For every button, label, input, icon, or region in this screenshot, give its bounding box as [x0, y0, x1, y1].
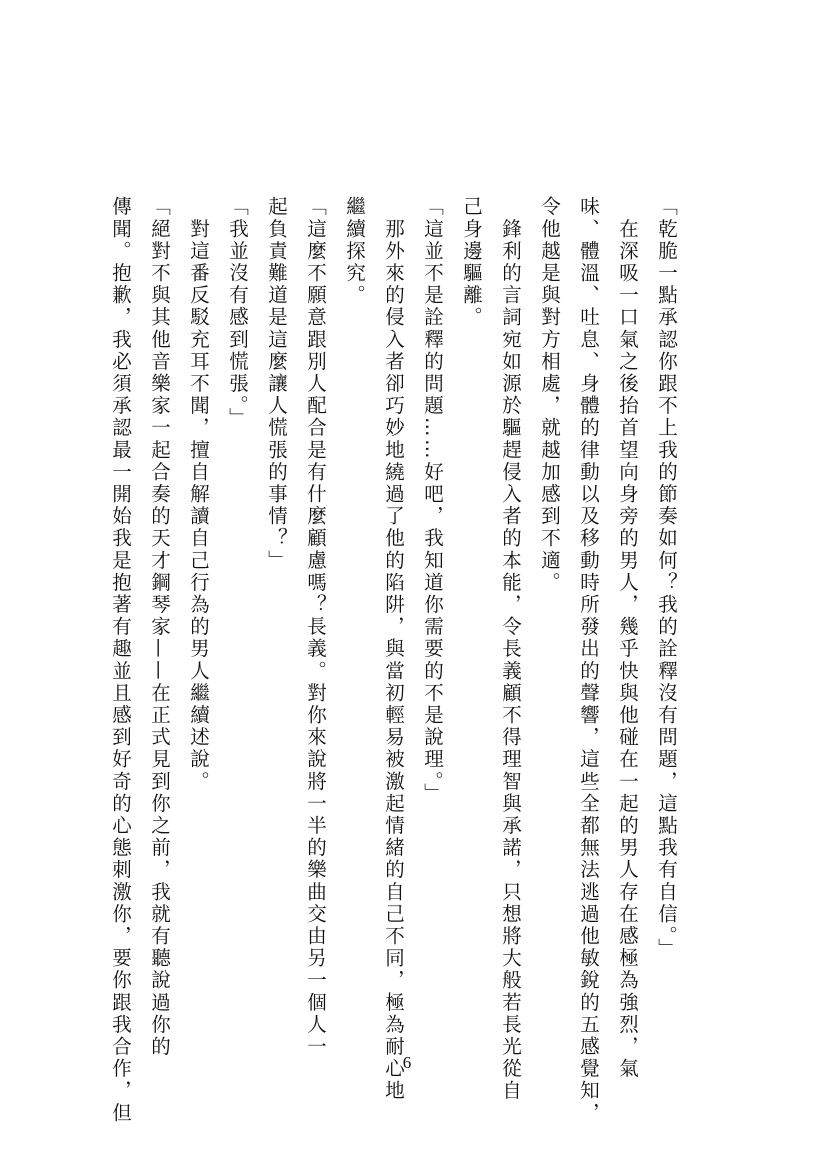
text-line: 「這並不是詮釋的問題……好吧，我知道你需要的不是說理。」: [421, 196, 444, 806]
page-number: 6: [402, 1053, 412, 1072]
text-line: 「這麼不願意跟別人配合是有什麼顧慮嗎？長義。對你來說將一半的樂曲交由另一個人一: [304, 196, 327, 1058]
text-line: 傳聞。抱歉，我必須承認最一開始我是抱著有趣並且感到好奇的心態刺激你，要你跟我合作，但: [109, 196, 132, 1125]
text-line: 味、體溫、吐息、身體的律動以及移動時所發出的聲響，這些全都無法逃過他敏銳的五感覺知，: [577, 196, 600, 1125]
text-line: 「絕對不與其他音樂家一起合奏的天才鋼琴家——在正式見到你之前，我就有聽說過你的: [148, 196, 171, 1058]
text-line: 起負責難道是這麼讓人慌張的事情？」: [265, 196, 288, 572]
text-line: 那外來的侵入者卻巧妙地繞過了他的陷阱，與當初輕易被激起情緒的自己不同，極為耐心地: [382, 196, 405, 1103]
vertical-text-body: [101, 196, 686, 1125]
text-line: 令他越是與對方相處，就越加感到不適。: [538, 196, 561, 594]
text-line: 己身邊驅離。: [460, 196, 483, 329]
text-line: 在深吸一口氣之後抬首望向身旁的男人，幾乎快與他碰在一起的男人存在感極為強烈，氣: [616, 196, 639, 1080]
text-line: 「我並沒有感到慌張。」: [226, 196, 249, 430]
text-line: 「乾脆一點承認你跟不上我的節奏如何？我的詮釋沒有問題，這點我有自信。」: [655, 196, 678, 960]
text-line: 對這番反駁充耳不聞，擅自解讀自己行為的男人繼續述說。: [187, 196, 210, 793]
text-line: 鋒利的言詞宛如源於驅趕侵入者的本能，令長義顧不得理智與承諾，只想將大般若長光從自: [499, 196, 522, 1103]
text-line: 繼續探究。: [343, 196, 366, 307]
